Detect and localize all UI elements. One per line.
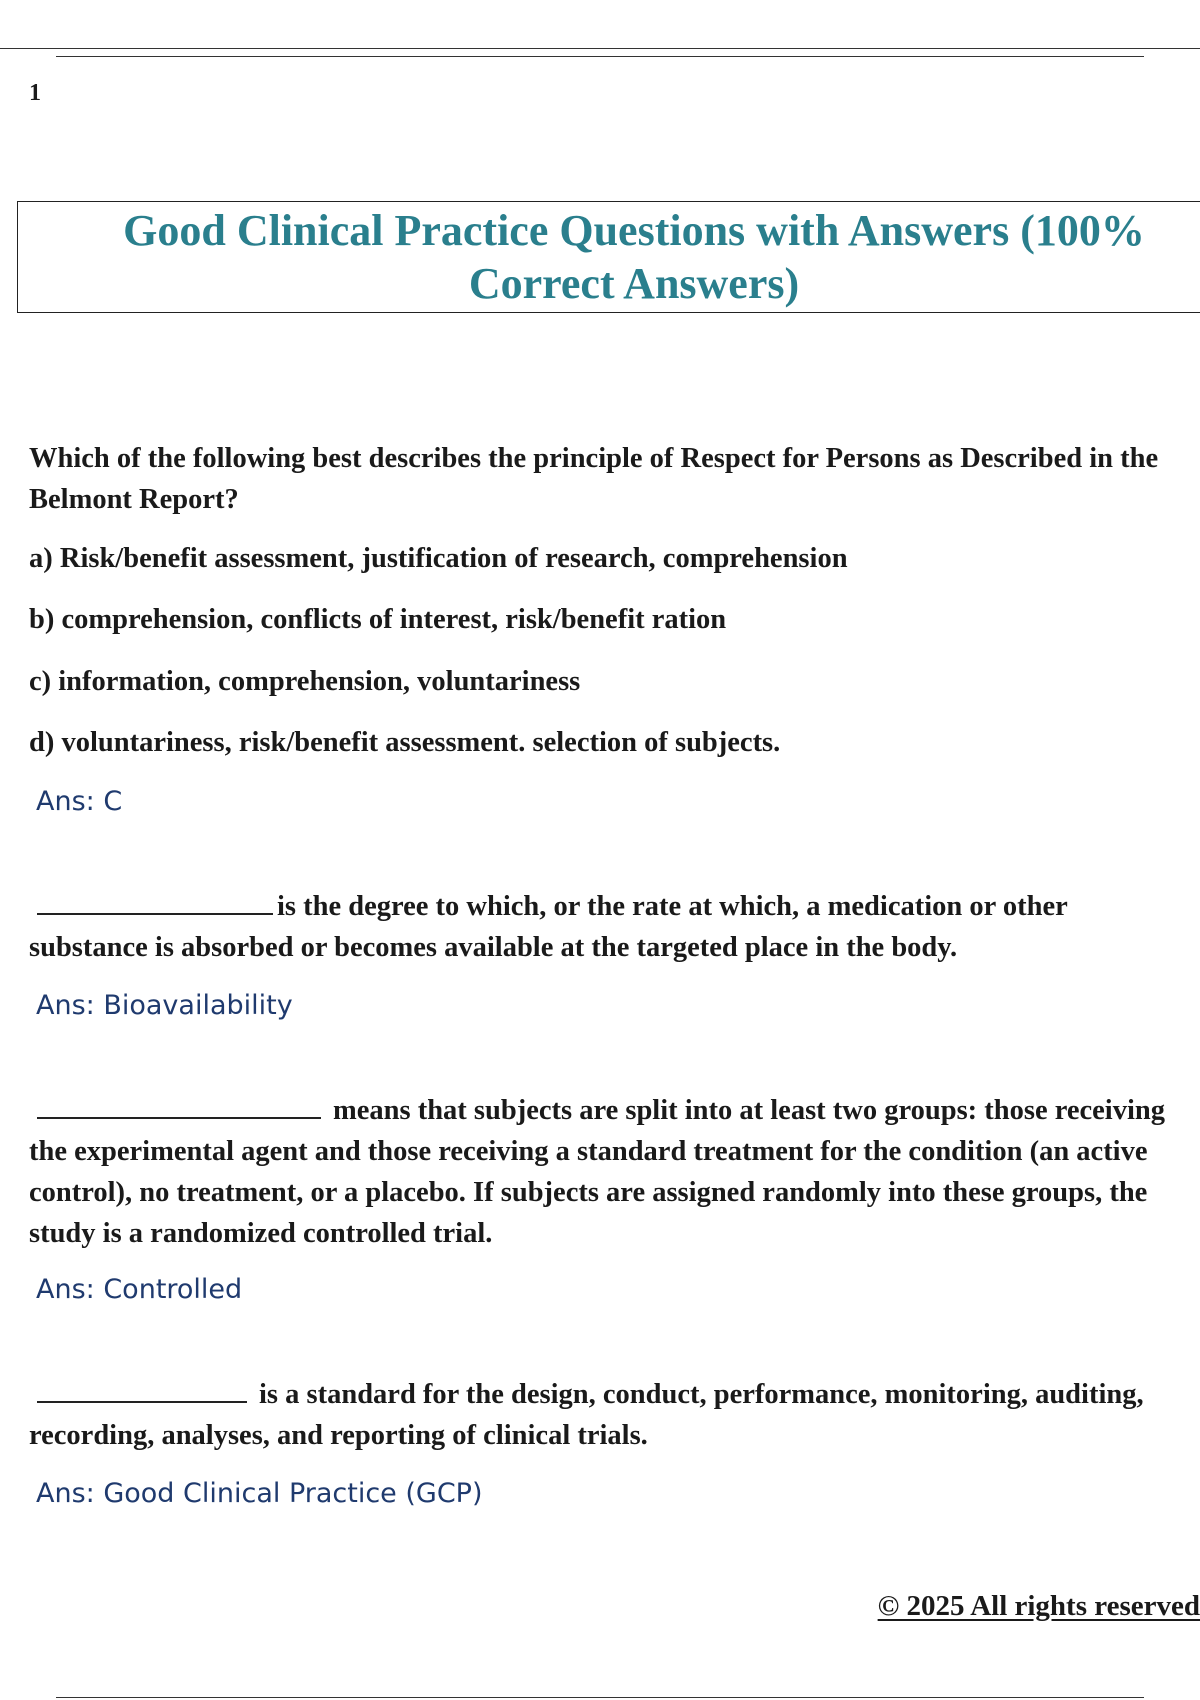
question-2 — [29, 886, 1179, 1066]
question-2-stem — [29, 886, 1179, 968]
copyright-notice: © 2025 All rights reserved — [877, 1590, 1200, 1622]
question-1 — [29, 438, 1179, 838]
question-3-stem — [29, 1090, 1179, 1254]
footer-rule — [56, 1697, 1144, 1698]
question-3 — [29, 1090, 1179, 1330]
question-1-answer: Ans: C — [36, 786, 123, 817]
question-3-answer: Ans: Controlled — [36, 1274, 243, 1305]
document-title: Good Clinical Practice Questions with Answers (100% Correct Answers) — [123, 206, 1145, 308]
question-2-answer: Ans: Bioavailability — [36, 990, 293, 1021]
title-box — [17, 201, 1200, 313]
question-4-stem — [29, 1374, 1179, 1456]
page-number: 1 — [29, 80, 41, 106]
question-4-answer: Ans: Good Clinical Practice (GCP) — [36, 1478, 483, 1509]
question-4-text: is a standard for the design, conduct, performance, monitoring, auditing, recording, analyses, and reporting of clinical trials. — [29, 1379, 1144, 1451]
question-2-blank — [37, 893, 273, 915]
question-1-option-a: a) Risk/benefit assessment, justification of research, comprehension — [29, 543, 848, 574]
question-1-option-b: b) comprehension, conflicts of interest, risk/benefit ration — [29, 604, 727, 635]
question-4-blank — [37, 1381, 247, 1403]
question-1-text: Which of the following best describes the principle of Respect for Persons as Described in the Belmont Report? — [29, 443, 1159, 515]
question-3-text: means that subjects are split into at least two groups: those receiving the experimental agent and those receiving a standard treatment for the condition (an active control), no treatment, or a placebo. If subjects are assigned randomly into these groups, the study is a randomized controlled trial. — [29, 1095, 1165, 1249]
question-1-option-c: c) information, comprehension, voluntariness — [29, 666, 581, 697]
question-1-option-d: d) voluntariness, risk/benefit assessment. selection of subjects. — [29, 727, 781, 758]
header-rule-inner — [56, 56, 1144, 57]
question-4 — [29, 1374, 1179, 1534]
question-2-text: is the degree to which, or the rate at which, a medication or other substance is absorbed or becomes available at the targeted place in the body. — [29, 891, 1068, 963]
header-rule-outer — [0, 48, 1200, 49]
question-3-blank — [37, 1097, 321, 1119]
